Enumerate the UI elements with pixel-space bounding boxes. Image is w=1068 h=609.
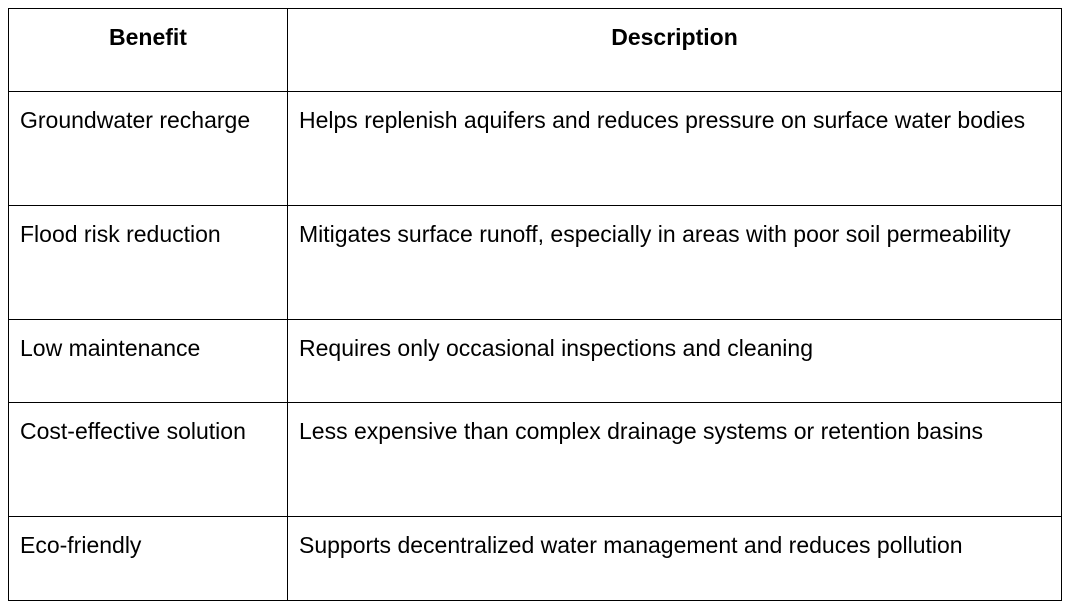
table-row: [9, 320, 1062, 403]
benefits-table: [8, 8, 1062, 601]
benefit-cell: Cost-effective solution: [9, 403, 288, 517]
table-row: [9, 92, 1062, 206]
table-row: [9, 206, 1062, 320]
header-description: Description: [288, 9, 1062, 92]
header-row: [9, 9, 1062, 92]
table-row: [9, 517, 1062, 601]
benefit-cell: Eco-friendly: [9, 517, 288, 601]
description-cell: Mitigates surface runoff, especially in areas with poor soil permeability: [288, 206, 1062, 320]
benefit-cell: Flood risk reduction: [9, 206, 288, 320]
description-cell: Less expensive than complex drainage systems or retention basins: [288, 403, 1062, 517]
benefit-cell: Groundwater recharge: [9, 92, 288, 206]
benefit-cell: Low maintenance: [9, 320, 288, 403]
header-benefit: Benefit: [9, 9, 288, 92]
description-cell: Helps replenish aquifers and reduces pressure on surface water bodies: [288, 92, 1062, 206]
description-cell: Requires only occasional inspections and cleaning: [288, 320, 1062, 403]
table-row: [9, 403, 1062, 517]
description-cell: Supports decentralized water management and reduces pollution: [288, 517, 1062, 601]
